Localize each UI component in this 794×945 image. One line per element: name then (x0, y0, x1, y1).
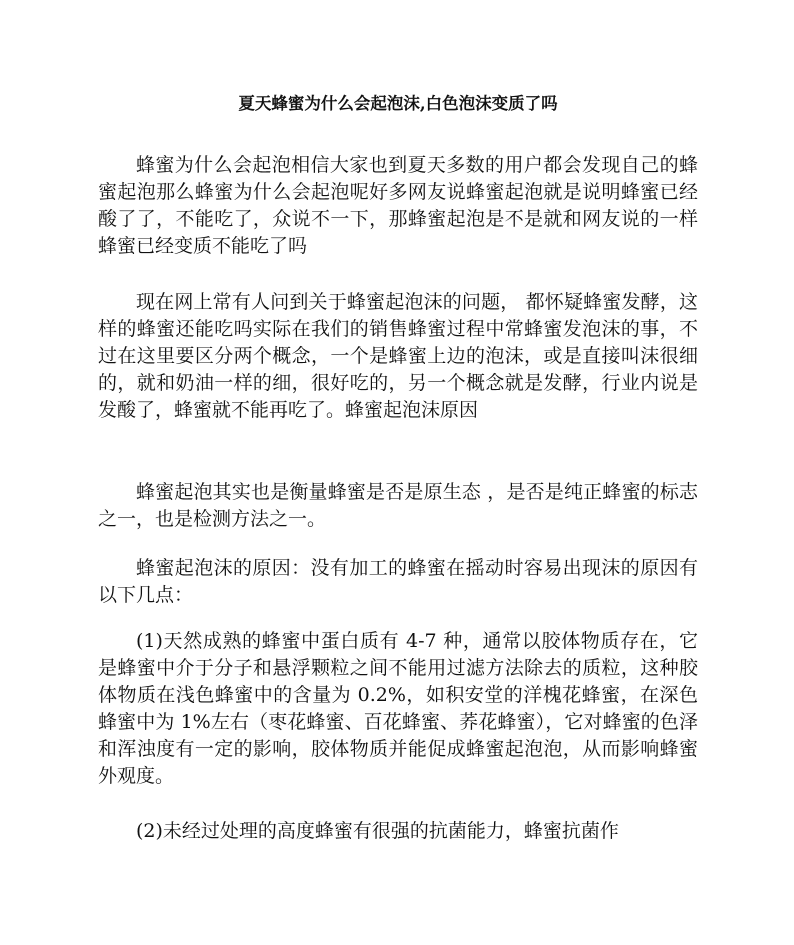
paragraph-indicator: 蜂蜜起泡其实也是衡量蜂蜜是否是原生态 ，是否是纯正蜂蜜的标志之一，也是检测方法之一。 (98, 481, 698, 530)
paragraph-intro: 蜂蜜为什么会起泡相信大家也到夏天多数的用户都会发现自己的蜂蜜起泡那么蜂蜜为什么会起泡呢好多网友说蜂蜜起泡就是说明蜂蜜已经酸了了，不能吃了，众说不一下，那蜂蜜起泡是不是就和网友说的一样蜂蜜已经变质不能吃了吗 (98, 154, 698, 257)
document-title: 夏天蜂蜜为什么会起泡沫,白色泡沫变质了吗 (238, 94, 558, 113)
paragraph-cause-1: (1)天然成熟的蜂蜜中蛋白质有 4-7 种，通常以胶体物质存在，它是蜂蜜中介于分子和悬浮颗粒之间不能用过滤方法除去的质粒，这种胶体物质在浅色蜂蜜中的含量为 0.2%，如积安堂的洋槐花蜂蜜，在深色蜂蜜中为 1%左右（枣花蜂蜜、百花蜂蜜、荞花蜂蜜），它对蜂蜜的色泽和浑浊度有一定的影响，胶体物质并能促成蜂蜜起泡泡，从而影响蜂蜜外观度。 (98, 630, 698, 787)
paragraph-causes-intro: 蜂蜜起泡沫的原因：没有加工的蜂蜜在摇动时容易出现沫的原因有以下几点： (98, 557, 698, 606)
paragraph-cause-2: (2)未经过处理的高度蜂蜜有很强的抗菌能力，蜂蜜抗菌作 (136, 820, 619, 842)
paragraph-foam-question: 现在网上常有人问到关于蜂蜜起泡沫的问题， 都怀疑蜂蜜发酵，这样的蜂蜜还能吃吗实际在我们的销售蜂蜜过程中常蜂蜜发泡沫的事，不过在这里要区分两个概念，一个是蜂蜜上边的泡沫，或是直接叫沫很细的，就和奶油一样的细，很好吃的，另一个概念就是发酵，行业内说是发酸了，蜂蜜就不能再吃了。蜂蜜起泡沫原因 (98, 291, 698, 421)
